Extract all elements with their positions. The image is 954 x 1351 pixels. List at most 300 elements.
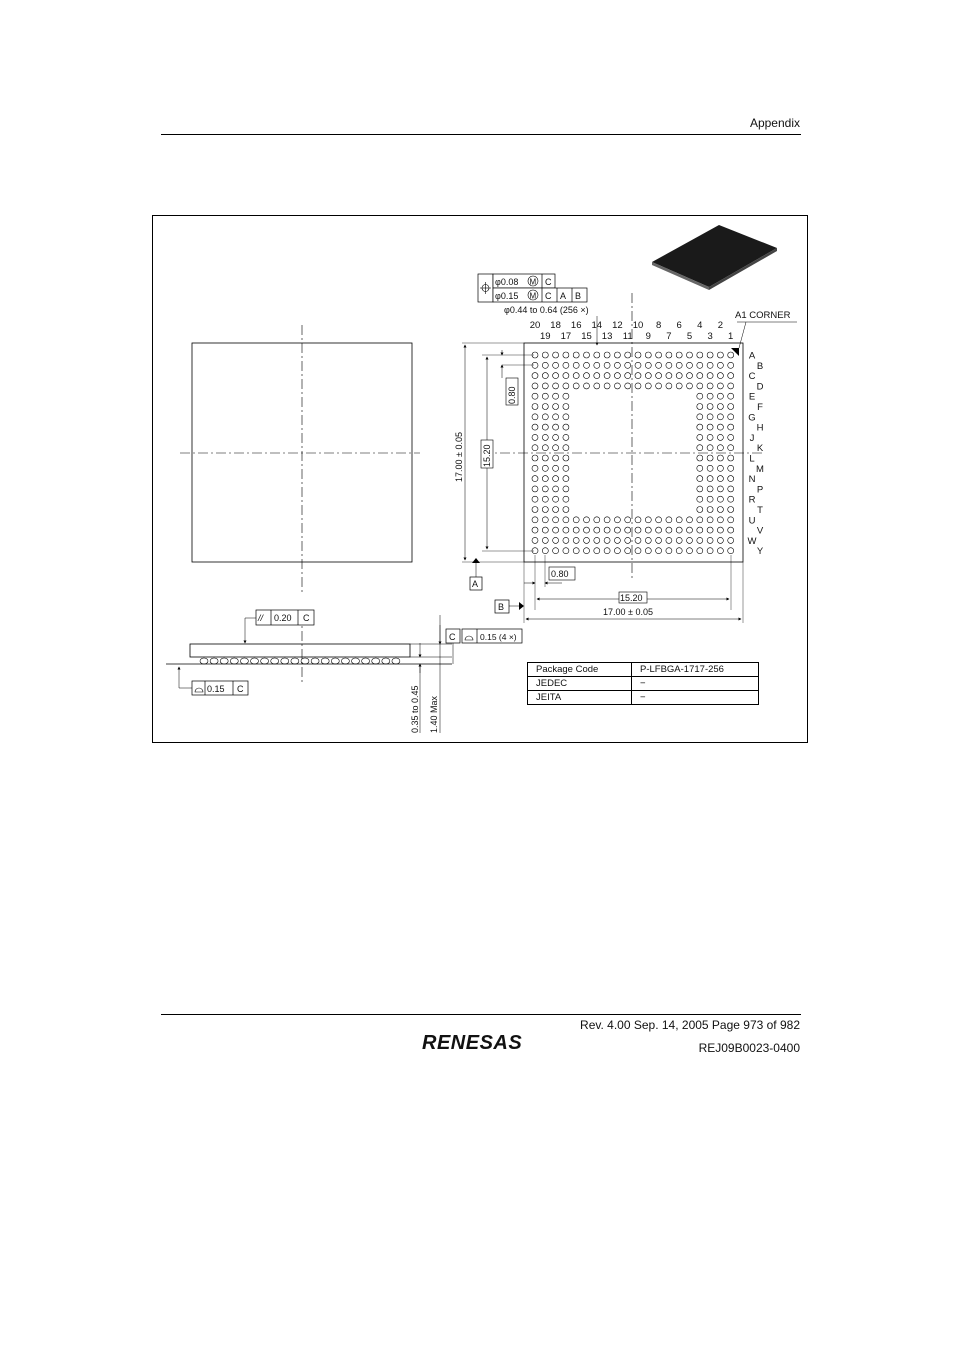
coplanarity-value: 0.15 <box>207 684 225 694</box>
solder-ball <box>728 373 734 379</box>
solder-ball <box>717 434 723 440</box>
side-solder-ball <box>382 658 390 664</box>
solder-ball <box>532 486 538 492</box>
solder-ball <box>728 548 734 554</box>
ball-diameter-label: φ0.44 to 0.64 (256 ×) <box>504 305 589 315</box>
solder-ball <box>728 486 734 492</box>
position-tolerance-2: φ0.15 <box>495 291 519 301</box>
solder-ball <box>666 362 672 368</box>
row-letter-label: F <box>757 402 763 413</box>
solder-ball <box>573 373 579 379</box>
solder-ball <box>656 537 662 543</box>
solder-ball <box>625 362 631 368</box>
solder-ball <box>707 486 713 492</box>
solder-ball <box>717 362 723 368</box>
solder-ball <box>656 373 662 379</box>
solder-ball <box>717 476 723 482</box>
solder-ball <box>553 352 559 358</box>
solder-ball <box>563 537 569 543</box>
table-cell-label: JEITA <box>528 691 632 705</box>
solder-ball <box>645 383 651 389</box>
table-row <box>528 691 759 705</box>
column-labels-even <box>530 320 723 331</box>
side-solder-ball <box>281 658 289 664</box>
solder-ball <box>625 527 631 533</box>
coplanarity-datum: C <box>237 684 244 694</box>
solder-ball <box>635 548 641 554</box>
body-vertical-dimension: 17.00 ± 0.05 <box>454 432 464 482</box>
solder-ball <box>717 455 723 461</box>
solder-ball <box>666 548 672 554</box>
solder-ball <box>697 548 703 554</box>
table-cell-value: P-LFBGA-1717-256 <box>632 663 759 677</box>
row-letter-label: V <box>756 525 764 537</box>
solder-ball <box>687 537 693 543</box>
solder-ball <box>532 434 538 440</box>
column-number-label: 17 <box>560 331 572 342</box>
solder-ball <box>676 548 682 554</box>
solder-ball <box>532 373 538 379</box>
datum-a-label: A <box>472 579 479 589</box>
solder-ball <box>542 537 548 543</box>
solder-ball <box>697 424 703 430</box>
solder-ball <box>604 537 610 543</box>
side-solder-ball <box>331 658 339 664</box>
column-number-label: 8 <box>655 320 662 331</box>
column-number-label: 9 <box>645 331 651 342</box>
side-solder-ball <box>200 658 208 664</box>
solder-ball <box>542 404 548 410</box>
solder-ball <box>635 352 641 358</box>
solder-ball <box>645 362 651 368</box>
solder-ball <box>666 517 672 523</box>
solder-ball <box>697 352 703 358</box>
row-letter-label: M <box>756 463 764 475</box>
solder-ball <box>635 362 641 368</box>
solder-ball <box>532 404 538 410</box>
solder-ball <box>676 517 682 523</box>
solder-ball <box>542 548 548 554</box>
max-height-dimension: 1.40 Max <box>429 695 439 733</box>
row-letter-label: B <box>756 360 764 372</box>
solder-ball <box>728 393 734 399</box>
row-letter-label: T <box>757 505 763 516</box>
solder-ball <box>717 465 723 471</box>
solder-ball <box>635 527 641 533</box>
column-number-label: 6 <box>676 320 682 331</box>
solder-ball <box>584 517 590 523</box>
solder-ball <box>666 373 672 379</box>
solder-ball <box>584 527 590 533</box>
solder-ball <box>573 548 579 554</box>
column-number-label: 13 <box>601 331 613 342</box>
solder-ball <box>707 373 713 379</box>
solder-ball <box>707 404 713 410</box>
column-labels-odd <box>540 331 733 342</box>
solder-ball <box>553 383 559 389</box>
solder-ball <box>563 476 569 482</box>
side-solder-ball <box>261 658 269 664</box>
side-solder-ball <box>362 658 370 664</box>
position-datum-b: B <box>575 291 582 301</box>
solder-ball <box>728 476 734 482</box>
solder-ball <box>666 537 672 543</box>
solder-ball <box>717 352 723 358</box>
side-solder-ball <box>341 658 349 664</box>
solder-ball <box>728 517 734 523</box>
solder-ball <box>707 424 713 430</box>
footer-rule <box>161 1014 801 1015</box>
solder-ball <box>553 496 559 502</box>
solder-ball <box>553 455 559 461</box>
solder-ball <box>707 445 713 451</box>
solder-ball <box>614 517 620 523</box>
solder-ball <box>532 517 538 523</box>
position-tolerance-1: φ0.08 <box>495 277 519 287</box>
solder-ball <box>532 507 538 513</box>
solder-ball <box>687 527 693 533</box>
row-letter-label: L <box>749 453 755 465</box>
side-solder-ball <box>251 658 259 664</box>
solder-ball <box>584 352 590 358</box>
solder-ball <box>553 548 559 554</box>
row-letter-label: J <box>749 432 755 444</box>
row-letter-label: K <box>756 443 764 455</box>
solder-ball <box>563 486 569 492</box>
column-number-label: 14 <box>591 320 603 331</box>
solder-ball <box>697 486 703 492</box>
solder-ball <box>584 373 590 379</box>
side-view-body <box>190 644 410 657</box>
solder-ball <box>717 527 723 533</box>
solder-ball <box>717 414 723 420</box>
column-number-label: 20 <box>529 320 541 331</box>
solder-ball <box>604 352 610 358</box>
side-solder-ball <box>311 658 319 664</box>
solder-ball <box>676 373 682 379</box>
solder-ball <box>542 352 548 358</box>
solder-ball <box>532 455 538 461</box>
solder-ball <box>584 383 590 389</box>
column-number-label: 16 <box>570 320 582 331</box>
header-rule <box>161 134 801 135</box>
solder-ball <box>728 445 734 451</box>
solder-ball <box>625 517 631 523</box>
solder-ball <box>728 362 734 368</box>
solder-ball <box>614 537 620 543</box>
pitch-horizontal-dimension: 0.80 <box>551 569 569 579</box>
solder-ball <box>656 383 662 389</box>
solder-ball <box>717 445 723 451</box>
solder-ball <box>563 404 569 410</box>
solder-ball <box>542 424 548 430</box>
solder-ball <box>656 352 662 358</box>
solder-ball <box>563 414 569 420</box>
solder-ball <box>553 486 559 492</box>
solder-ball <box>656 517 662 523</box>
table-row <box>528 663 759 677</box>
solder-ball <box>594 373 600 379</box>
parallelism-datum: C <box>303 613 310 623</box>
solder-ball <box>563 393 569 399</box>
table-cell-value: − <box>632 677 759 691</box>
solder-ball <box>553 362 559 368</box>
table-cell-value: − <box>632 691 759 705</box>
row-letter-label: A <box>748 350 756 362</box>
solder-ball <box>717 496 723 502</box>
solder-ball <box>553 517 559 523</box>
solder-ball <box>553 434 559 440</box>
solder-ball <box>697 455 703 461</box>
solder-ball <box>635 373 641 379</box>
side-view-balls <box>200 658 400 664</box>
row-letter-label: Y <box>756 546 764 558</box>
solder-ball <box>604 373 610 379</box>
solder-ball <box>697 414 703 420</box>
row-letter-label: D <box>756 381 764 393</box>
solder-ball <box>594 548 600 554</box>
row-labels-left <box>748 351 757 547</box>
solder-ball <box>687 362 693 368</box>
solder-ball <box>656 527 662 533</box>
solder-ball <box>614 527 620 533</box>
row-labels-right <box>756 361 764 557</box>
solder-ball <box>728 507 734 513</box>
solder-ball <box>645 548 651 554</box>
solder-ball <box>645 527 651 533</box>
table-cell-label: Package Code <box>528 663 632 677</box>
solder-ball <box>697 373 703 379</box>
solder-ball <box>594 383 600 389</box>
renesas-logo <box>420 1029 544 1055</box>
solder-ball <box>707 352 713 358</box>
solder-ball <box>584 362 590 368</box>
column-number-label: 18 <box>550 320 561 331</box>
solder-ball <box>542 517 548 523</box>
parallelism-symbol: // <box>258 613 264 623</box>
solder-ball <box>563 548 569 554</box>
solder-ball <box>697 393 703 399</box>
solder-ball <box>717 548 723 554</box>
solder-ball <box>542 393 548 399</box>
solder-ball <box>728 537 734 543</box>
solder-ball <box>542 486 548 492</box>
solder-ball <box>563 383 569 389</box>
solder-ball <box>697 507 703 513</box>
solder-ball <box>563 424 569 430</box>
side-solder-ball <box>372 658 380 664</box>
column-number-label: 1 <box>728 331 734 342</box>
position-tolerance-frame <box>478 274 587 302</box>
solder-ball <box>676 352 682 358</box>
solder-ball <box>542 414 548 420</box>
solder-ball <box>717 373 723 379</box>
solder-ball <box>676 362 682 368</box>
pitch-vertical-dimension: 0.80 <box>507 386 517 404</box>
solder-ball <box>635 383 641 389</box>
solder-ball <box>645 517 651 523</box>
solder-ball <box>532 537 538 543</box>
solder-ball <box>728 383 734 389</box>
side-solder-ball <box>210 658 218 664</box>
solder-ball <box>542 465 548 471</box>
solder-ball <box>553 527 559 533</box>
solder-ball <box>604 548 610 554</box>
standoff-dimension: 0.35 to 0.45 <box>410 685 420 733</box>
position-datum-a: A <box>560 291 567 301</box>
solder-ball <box>604 527 610 533</box>
solder-ball <box>697 537 703 543</box>
solder-ball <box>542 373 548 379</box>
row-letter-label: C <box>748 371 756 383</box>
row-letter-label: U <box>748 515 756 527</box>
solder-ball <box>697 434 703 440</box>
bottom-view-body <box>524 343 743 562</box>
solder-ball <box>728 404 734 410</box>
solder-ball <box>563 496 569 502</box>
solder-ball <box>532 548 538 554</box>
solder-ball <box>707 362 713 368</box>
solder-ball <box>717 517 723 523</box>
solder-ball <box>542 434 548 440</box>
solder-ball <box>563 434 569 440</box>
solder-ball <box>573 362 579 368</box>
row-letter-label: G <box>748 412 756 424</box>
solder-ball <box>707 383 713 389</box>
column-number-label: 11 <box>622 331 633 342</box>
solder-ball <box>676 383 682 389</box>
solder-ball <box>573 537 579 543</box>
solder-ball <box>707 393 713 399</box>
table-cell-label: JEDEC <box>528 677 632 691</box>
a1-corner-mark <box>731 348 739 356</box>
table-row <box>528 677 759 691</box>
solder-ball <box>666 383 672 389</box>
solder-ball <box>697 465 703 471</box>
package-info-table <box>527 662 759 705</box>
solder-ball <box>553 393 559 399</box>
solder-ball <box>656 548 662 554</box>
side-solder-ball <box>291 658 299 664</box>
solder-ball <box>573 527 579 533</box>
solder-ball <box>532 362 538 368</box>
solder-ball <box>532 393 538 399</box>
body-horizontal-dimension: 17.00 ± 0.05 <box>603 607 653 617</box>
solder-ball <box>553 445 559 451</box>
coplanarity-4x-value: 0.15 (4 ×) <box>480 632 517 642</box>
footer-document-number: REJ09B0023-0400 <box>698 1041 800 1055</box>
solder-ball <box>728 527 734 533</box>
solder-ball <box>532 527 538 533</box>
datum-a-marker <box>470 558 482 590</box>
solder-ball <box>707 507 713 513</box>
row-letter-label: W <box>747 535 757 547</box>
solder-ball <box>532 424 538 430</box>
solder-ball <box>542 445 548 451</box>
side-solder-ball <box>321 658 329 664</box>
solder-ball <box>532 465 538 471</box>
solder-ball <box>542 476 548 482</box>
solder-ball <box>707 476 713 482</box>
span-horizontal-dimension: 15.20 <box>620 593 643 603</box>
solder-ball <box>573 517 579 523</box>
solder-ball <box>707 517 713 523</box>
solder-ball <box>728 424 734 430</box>
solder-ball <box>697 476 703 482</box>
solder-ball <box>594 517 600 523</box>
solder-ball <box>563 527 569 533</box>
solder-ball <box>563 362 569 368</box>
solder-ball <box>707 496 713 502</box>
solder-ball <box>594 537 600 543</box>
solder-ball <box>604 517 610 523</box>
solder-ball <box>676 527 682 533</box>
solder-ball <box>625 352 631 358</box>
solder-ball <box>697 527 703 533</box>
row-letter-label: H <box>756 422 764 434</box>
solder-ball <box>697 404 703 410</box>
row-letter-label: N <box>748 474 756 486</box>
solder-ball <box>707 527 713 533</box>
solder-ball <box>542 455 548 461</box>
solder-ball <box>666 527 672 533</box>
solder-ball <box>697 383 703 389</box>
solder-ball <box>604 383 610 389</box>
solder-ball <box>532 496 538 502</box>
column-number-label: 12 <box>612 320 623 331</box>
solder-ball <box>614 373 620 379</box>
side-solder-ball <box>271 658 279 664</box>
solder-ball <box>666 352 672 358</box>
solder-ball <box>728 414 734 420</box>
solder-ball <box>717 507 723 513</box>
solder-ball <box>584 537 590 543</box>
solder-ball <box>728 352 734 358</box>
solder-ball <box>656 362 662 368</box>
solder-ball <box>697 517 703 523</box>
column-number-label: 19 <box>540 331 551 342</box>
solder-ball <box>584 548 590 554</box>
solder-ball <box>717 486 723 492</box>
solder-ball <box>553 465 559 471</box>
mmc-symbol-2: M <box>529 291 537 301</box>
solder-ball <box>614 362 620 368</box>
position-datum-c-1: C <box>545 277 552 287</box>
side-solder-ball <box>392 658 400 664</box>
solder-ball <box>614 352 620 358</box>
datum-c-frame <box>446 629 522 664</box>
column-number-label: 7 <box>666 331 672 342</box>
solder-ball <box>687 373 693 379</box>
side-solder-ball <box>240 658 248 664</box>
header-section-label: Appendix <box>749 116 800 130</box>
side-solder-ball <box>220 658 228 664</box>
solder-ball <box>625 548 631 554</box>
solder-ball <box>717 404 723 410</box>
solder-ball <box>687 548 693 554</box>
datum-b-label: B <box>498 602 505 612</box>
solder-ball <box>553 537 559 543</box>
solder-ball <box>563 455 569 461</box>
column-number-label: 4 <box>697 320 703 331</box>
solder-ball <box>573 383 579 389</box>
solder-ball <box>635 517 641 523</box>
package-3d-illustration <box>652 225 777 290</box>
solder-ball <box>594 362 600 368</box>
solder-ball <box>532 383 538 389</box>
solder-ball <box>697 496 703 502</box>
mmc-symbol-1: M <box>529 277 537 287</box>
